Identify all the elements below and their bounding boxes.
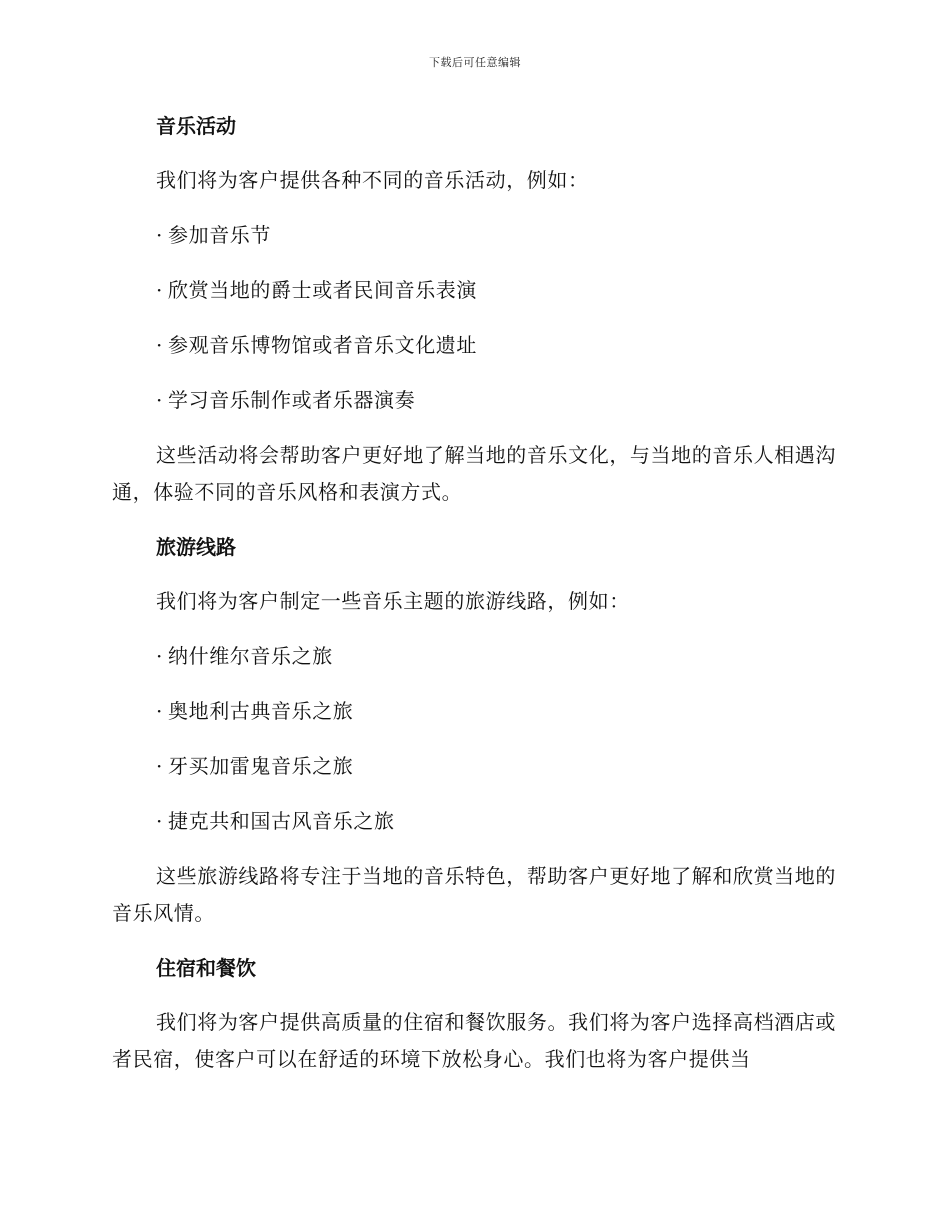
header-note: 下载后可任意编辑 [429,56,521,69]
section-heading-routes: 旅游线路 [156,535,236,559]
section-heading-lodging: 住宿和餐饮 [156,956,256,980]
list-item-text: 欣赏当地的爵士或者民间音乐表演 [168,278,477,302]
list-item-text: 纳什维尔音乐之旅 [168,644,333,668]
bullet-icon: · [156,644,163,668]
list-item-text: 捷克共和国古风音乐之旅 [168,809,395,833]
section-heading-music: 音乐活动 [156,114,236,138]
bullet-icon: · [156,333,163,357]
list-item-text: 参加音乐节 [168,223,271,247]
lodging-body: 我们将为客户提供高质量的住宿和餐饮服务。我们将为客户选择高档酒店或者民宿，使客户可以在舒适的环境下放松身心。我们也将为客户提供当 [112,1010,836,1071]
routes-intro: 我们将为客户制定一些音乐主题的旅游线路，例如： [156,589,630,613]
bullet-icon: · [156,754,163,778]
routes-summary: 这些旅游线路将专注于当地的音乐特色，帮助客户更好地了解和欣赏当地的音乐风情。 [112,864,836,925]
music-summary: 这些活动将会帮助客户更好地了解当地的音乐文化，与当地的音乐人相遇沟通，体验不同的音乐风格和表演方式。 [112,443,836,504]
list-item [112,693,836,730]
list-item-text: 奥地利古典音乐之旅 [168,699,354,723]
list-item-text: 牙买加雷鬼音乐之旅 [168,754,354,778]
bullet-icon: · [156,699,163,723]
bullet-icon: · [156,388,163,412]
list-item-text: 参观音乐博物馆或者音乐文化遗址 [168,333,477,357]
list-item [112,748,836,785]
list-item [112,327,836,364]
bullet-icon: · [156,809,163,833]
music-intro: 我们将为客户提供各种不同的音乐活动，例如： [156,168,589,192]
list-item [112,382,836,419]
bullet-icon: · [156,278,163,302]
list-item [112,217,836,254]
list-item [112,803,836,840]
list-item-text: 学习音乐制作或者乐器演奏 [168,388,416,412]
list-item [112,272,836,309]
list-item [112,638,836,675]
bullet-icon: · [156,223,163,247]
document-body [112,108,836,1096]
